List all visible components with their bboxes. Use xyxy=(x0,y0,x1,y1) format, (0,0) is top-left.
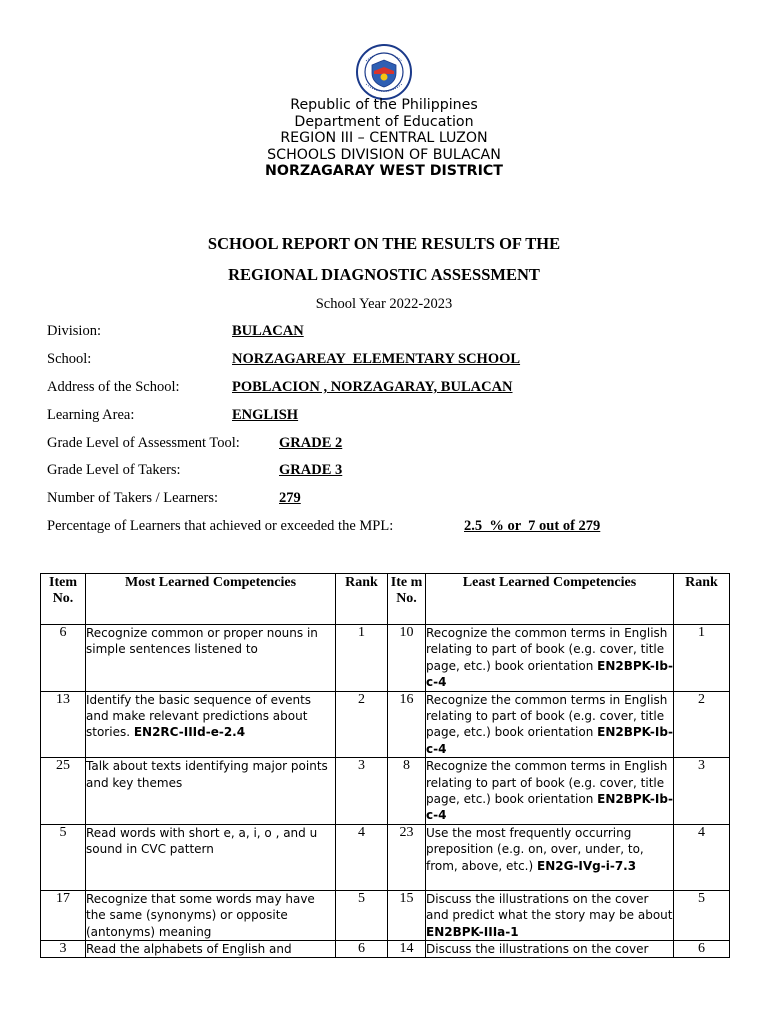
rank-cell: 5 xyxy=(336,890,388,940)
school-label: School: xyxy=(47,351,92,367)
rank-2-cell: 4 xyxy=(674,824,730,890)
competency-code: EN2BPK-Ib-c-4 xyxy=(426,792,673,823)
competencies-table xyxy=(40,573,730,958)
rank-cell: 3 xyxy=(336,758,388,825)
assessment-tool-grade-value: GRADE 2 xyxy=(279,435,343,451)
competency-code: EN2G-IVg-i-7.3 xyxy=(537,858,637,873)
division-value: BULACAN xyxy=(232,323,304,339)
table-row xyxy=(41,625,730,692)
header-item-no-2: Ite m No. xyxy=(388,574,426,625)
competency-text: Recognize that some words may have the same (synonyms) or opposite (antonyms) meaning xyxy=(86,891,315,939)
header-division: SCHOOLS DIVISION OF BULACAN xyxy=(267,146,501,163)
competency-text: Recognize the common terms in English relating to part of book (e.g. cover, title page, etc.) book orientation xyxy=(426,692,668,740)
address-label: Address of the School: xyxy=(47,379,180,395)
letterhead xyxy=(0,97,768,180)
most-learned-cell xyxy=(86,890,336,940)
rank-2-cell: 2 xyxy=(674,691,730,758)
address-value: POBLACION , NORZAGARAY, BULACAN xyxy=(232,379,513,395)
takers-grade-value: GRADE 3 xyxy=(279,462,343,478)
rank-cell: 6 xyxy=(336,941,388,958)
most-learned-cell xyxy=(86,941,336,958)
most-learned-cell xyxy=(86,691,336,758)
competency-text: Talk about texts identifying major points and key themes xyxy=(86,759,328,790)
report-title-line2: REGIONAL DIAGNOSTIC ASSESSMENT xyxy=(228,265,540,284)
most-learned-cell xyxy=(86,625,336,692)
learning-area-label: Learning Area: xyxy=(47,407,135,423)
table-row xyxy=(41,824,730,890)
table-row xyxy=(41,941,730,958)
competency-text: Discuss the illustrations on the cover and predict what the story may be about xyxy=(426,891,673,923)
report-title-line1: SCHOOL REPORT ON THE RESULTS OF THE xyxy=(207,234,561,253)
item-no-2-cell: 10 xyxy=(388,625,426,692)
competency-text: Use the most frequently occurring preposition (e.g. on, over, under, to, from, above, etc.) xyxy=(426,825,644,873)
item-no-cell: 13 xyxy=(41,691,86,758)
table-row xyxy=(41,691,730,758)
item-no-cell: 6 xyxy=(41,625,86,692)
table-row xyxy=(41,890,730,940)
most-learned-cell xyxy=(86,824,336,890)
least-learned-cell xyxy=(426,758,674,825)
competency-text: Discuss the illustrations on the cover xyxy=(426,942,649,957)
header-most-learned: Most Learned Competencies xyxy=(86,574,336,625)
school-value: NORZAGAREAY ELEMENTARY SCHOOL xyxy=(232,351,521,367)
competency-text: Recognize the common terms in English relating to part of book (e.g. cover, title page, etc.) book orientation xyxy=(426,759,668,807)
item-no-2-cell: 14 xyxy=(388,941,426,958)
deped-seal-icon xyxy=(352,43,416,101)
item-no-cell: 3 xyxy=(41,941,86,958)
item-no-2-cell: 8 xyxy=(388,758,426,825)
assessment-tool-grade-label: Grade Level of Assessment Tool: xyxy=(47,435,240,451)
header-item-no: Item No. xyxy=(41,574,86,625)
least-learned-cell xyxy=(426,691,674,758)
division-label: Division: xyxy=(47,323,101,339)
competency-text: Identify the basic sequence of events and make relevant predictions about stories. xyxy=(86,692,312,740)
least-learned-cell xyxy=(426,625,674,692)
competency-code: EN2BPK-IIIa-1 xyxy=(426,924,519,939)
competency-text: Read words with short e, a, i, o , and u sound in CVC pattern xyxy=(86,825,318,857)
rank-2-cell: 3 xyxy=(674,758,730,825)
number-of-takers-value: 279 xyxy=(279,490,301,506)
rank-2-cell: 5 xyxy=(674,890,730,940)
item-no-2-cell: 16 xyxy=(388,691,426,758)
item-no-2-cell: 23 xyxy=(388,824,426,890)
item-no-2-cell: 15 xyxy=(388,890,426,940)
competency-text: Read the alphabets of English and xyxy=(86,942,292,957)
least-learned-cell xyxy=(426,941,674,958)
number-of-takers-label: Number of Takers / Learners: xyxy=(47,490,219,506)
header-republic: Republic of the Philippines xyxy=(290,97,478,113)
header-region: REGION III – CENTRAL LUZON xyxy=(280,130,488,147)
item-no-cell: 17 xyxy=(41,890,86,940)
header-least-learned: Least Learned Competencies xyxy=(426,574,674,625)
header-rank-2: Rank xyxy=(674,574,730,625)
item-no-cell: 5 xyxy=(41,824,86,890)
header-department: Department of Education xyxy=(294,113,474,130)
item-no-cell: 25 xyxy=(41,758,86,825)
rank-cell: 4 xyxy=(336,824,388,890)
learning-area-value: ENGLISH xyxy=(232,407,299,423)
table-row xyxy=(41,758,730,825)
most-learned-cell xyxy=(86,758,336,825)
least-learned-cell xyxy=(426,890,674,940)
rank-cell: 2 xyxy=(336,691,388,758)
rank-2-cell: 1 xyxy=(674,625,730,692)
rank-cell: 1 xyxy=(336,625,388,692)
competency-code: EN2BPK-Ib-c-4 xyxy=(426,725,673,756)
table-header-row xyxy=(41,574,730,625)
competency-code: EN2RC-IIId-e-2.4 xyxy=(133,725,246,740)
header-district: NORZAGARAY WEST DISTRICT xyxy=(265,163,503,180)
mpl-percentage-value: 2.5 % or 7 out of 279 xyxy=(464,518,601,534)
school-year: School Year 2022-2023 xyxy=(315,296,453,312)
competency-text: Recognize common or proper nouns in simple sentences listened to xyxy=(86,626,318,657)
mpl-percentage-label: Percentage of Learners that achieved or exceeded the MPL: xyxy=(47,518,394,534)
header-rank: Rank xyxy=(336,574,388,625)
least-learned-cell xyxy=(426,824,674,890)
rank-2-cell: 6 xyxy=(674,941,730,958)
competency-text: Recognize the common terms in English relating to part of book (e.g. cover, title page, etc.) book orientation xyxy=(426,626,668,673)
competency-code: EN2BPK-Ib-c-4 xyxy=(426,658,673,690)
takers-grade-label: Grade Level of Takers: xyxy=(47,462,181,478)
